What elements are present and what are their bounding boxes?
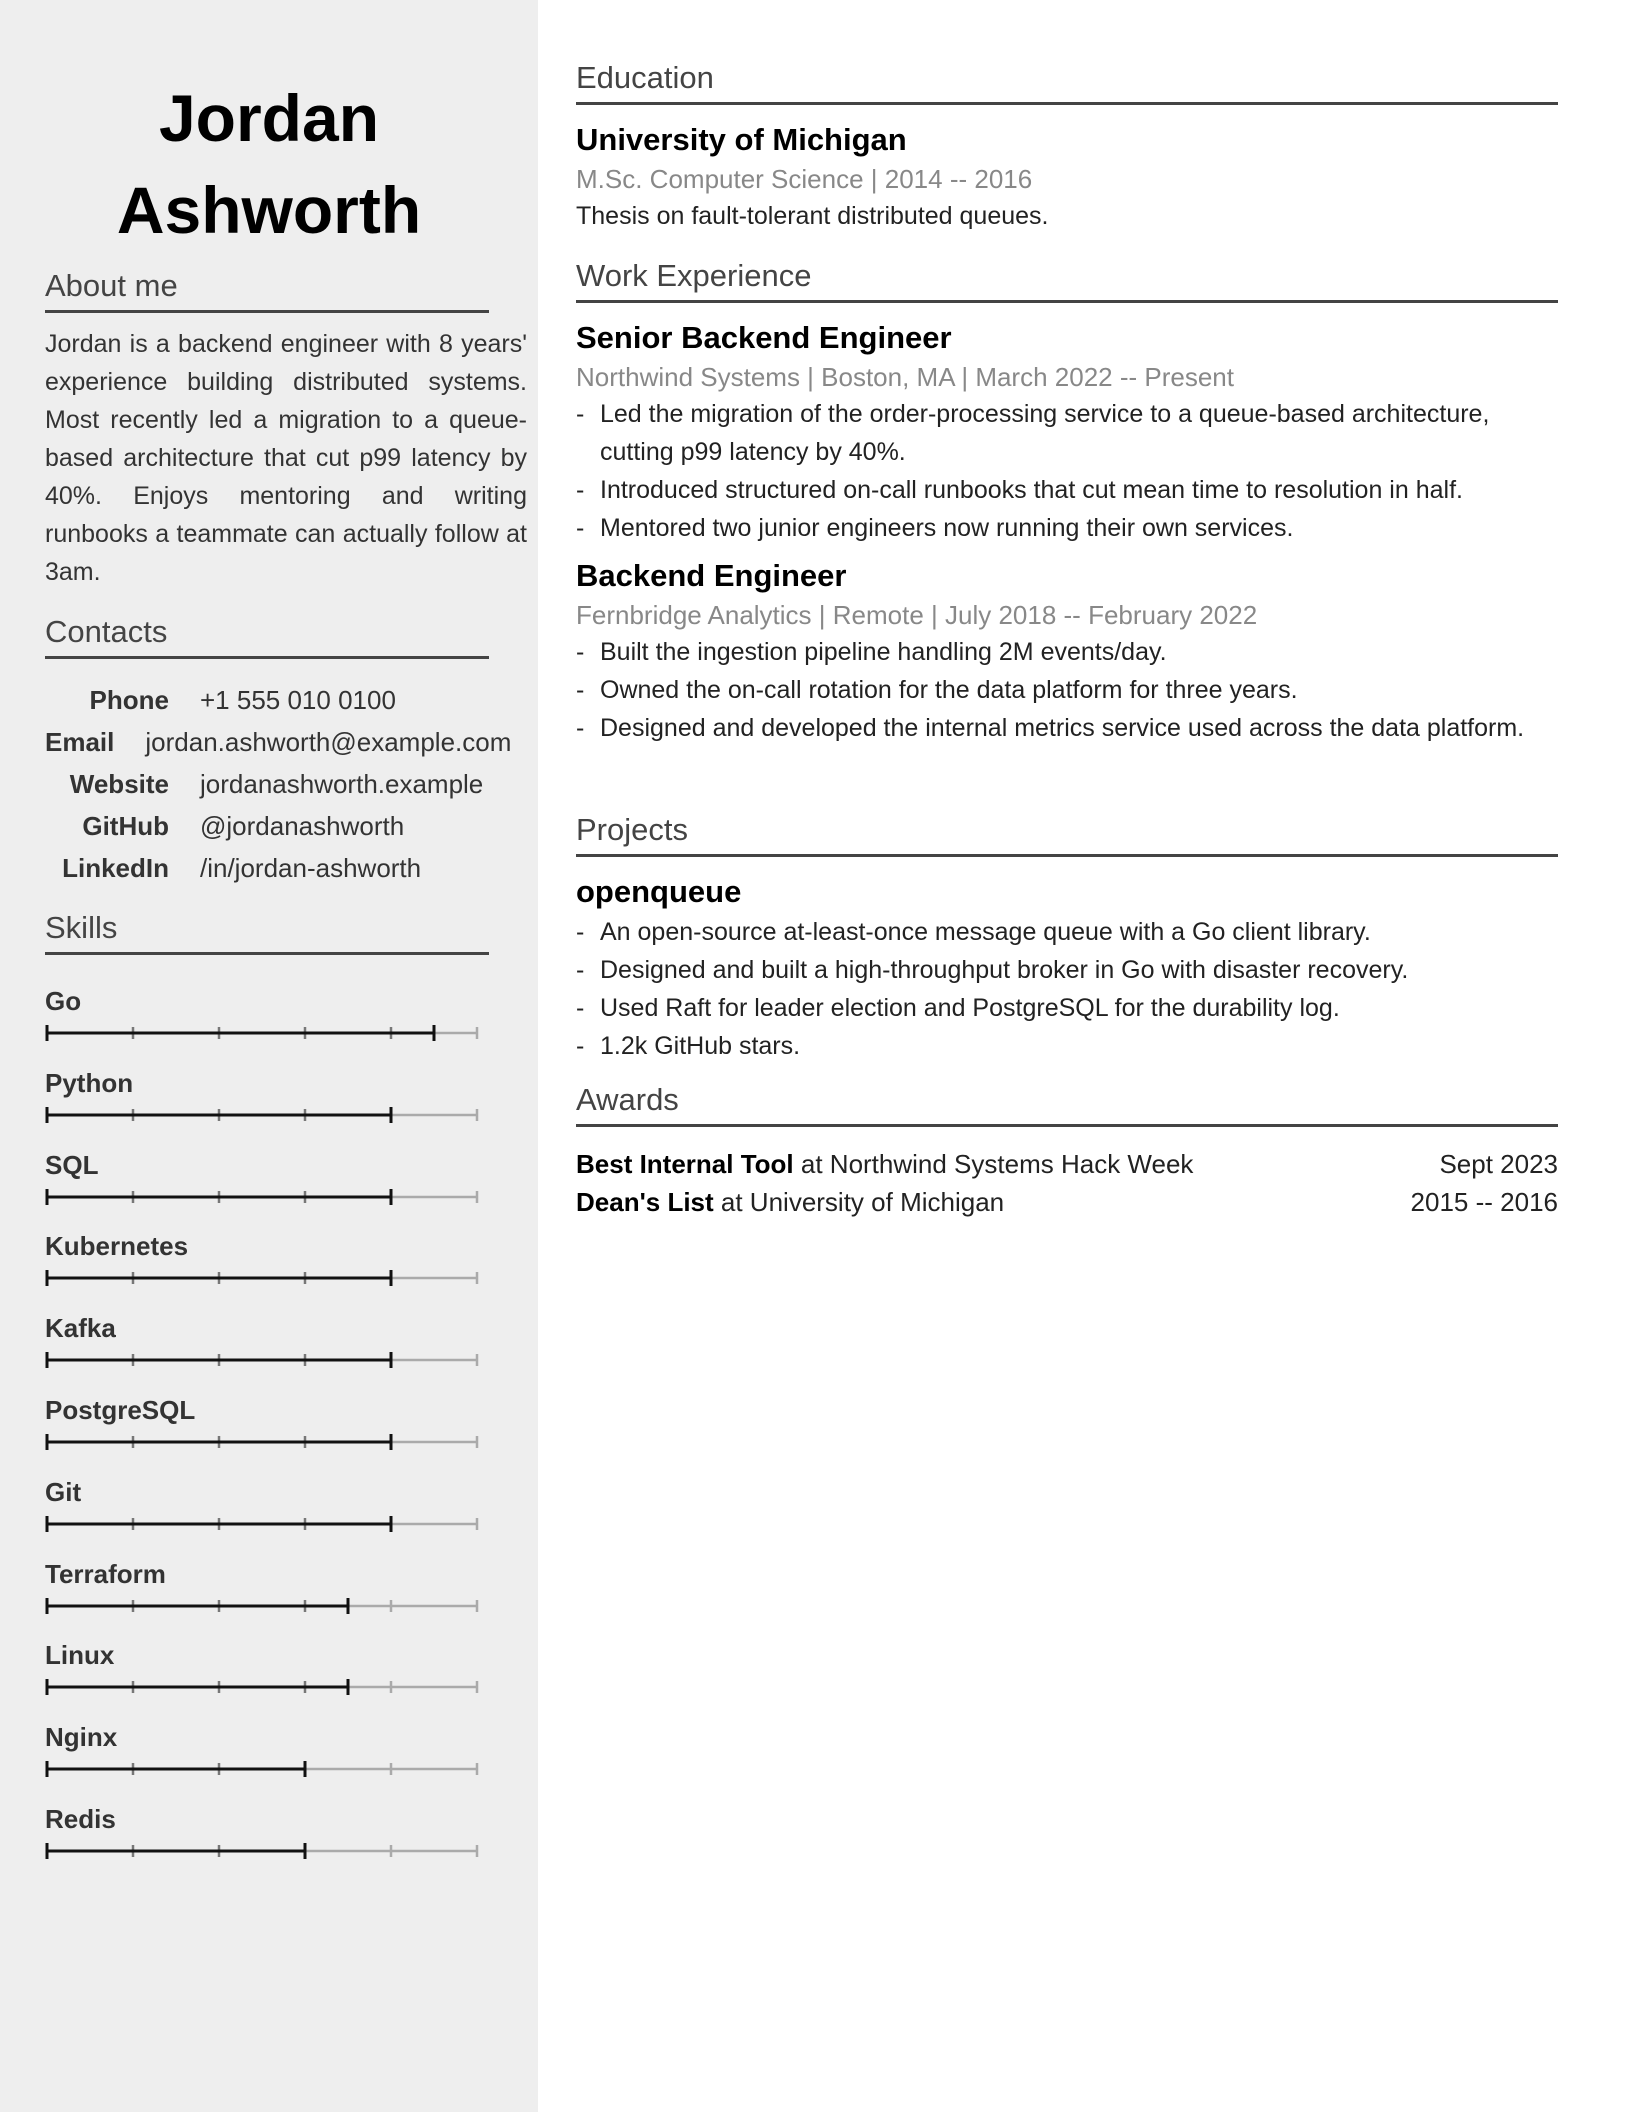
contact-row-linkedin <box>45 847 489 889</box>
about-text: Jordan is a backend engineer with 8 years' experience building distributed systems. Most recently led a migration to a queue-based architecture that cut p99 latency by 40%. Enjoys mentoring and writing runbooks a teammate can actually follow at 3am. <box>45 330 527 586</box>
skill-item <box>45 1638 485 1698</box>
about-title: About me <box>45 266 489 313</box>
skill-name: PostgreSQL <box>45 1395 196 1425</box>
skill-level-bar <box>45 1349 485 1371</box>
skill-name: Go <box>45 986 82 1016</box>
project-name: openqueue <box>576 874 742 909</box>
person-name <box>0 72 538 256</box>
bullet-item: - Designed and built a high-throughput broker in Go with disaster recovery. <box>576 951 1558 989</box>
skill-level-bar <box>45 1104 485 1126</box>
education-section <box>576 58 1558 235</box>
skill-item <box>45 1557 485 1617</box>
contact-label: Website <box>69 769 169 799</box>
skill-level-bar <box>45 1267 485 1289</box>
skill-item <box>45 1720 485 1780</box>
award-at: at University of Michigan <box>713 1187 1005 1217</box>
projects-title: Projects <box>576 810 1558 857</box>
main-content <box>576 0 1558 2112</box>
skill-name: Linux <box>45 1640 115 1671</box>
award-desc <box>576 1183 1004 1221</box>
skill-name: Redis <box>45 1804 116 1834</box>
job-bullets <box>576 633 1558 747</box>
job-entry <box>576 555 1558 747</box>
bullet-item: - An open-source at-least-once message queue with a Go client library. <box>576 913 1558 951</box>
skill-item <box>45 1311 485 1371</box>
awards-section <box>576 1080 1558 1221</box>
job-meta: Northwind Systems | Boston, MA | March 2022 -- Present <box>576 362 1234 392</box>
award-name: Best Internal Tool <box>576 1149 794 1179</box>
job-entry <box>576 317 1558 547</box>
skill-name: Git <box>45 1476 82 1507</box>
skill-level-bar <box>45 1676 485 1698</box>
skill-item <box>45 1393 485 1453</box>
bullet-item: - Led the migration of the order-processing service to a queue-based architecture, cutting p99 latency by 40%. <box>576 395 1558 471</box>
skill-item <box>45 1066 485 1126</box>
skill-level-bar <box>45 1758 485 1780</box>
skill-item <box>45 984 485 1044</box>
last-name: Ashworth <box>116 173 422 247</box>
contact-row-github <box>45 805 489 847</box>
skill-name: Kubernetes <box>45 1231 189 1262</box>
contact-row-website <box>45 763 489 805</box>
contact-row-email <box>45 721 512 763</box>
work-title: Work Experience <box>576 256 1558 303</box>
skill-level-bar <box>45 1513 485 1535</box>
bullet-item: - Introduced structured on-call runbooks that cut mean time to resolution in half. <box>576 471 1558 509</box>
contact-label: GitHub <box>82 811 169 841</box>
bullet-item: - Built the ingestion pipeline handling 2M events/day. <box>576 633 1558 671</box>
contacts-list <box>45 679 512 889</box>
job-title: Senior Backend Engineer <box>576 320 952 355</box>
skills-section <box>45 908 489 955</box>
sidebar <box>0 0 538 2112</box>
skill-item <box>45 1802 485 1862</box>
skill-level-bar <box>45 1595 485 1617</box>
bullet-item: - Used Raft for leader election and PostgreSQL for the durability log. <box>576 989 1558 1027</box>
award-desc <box>576 1145 1193 1183</box>
bullet-item: - 1.2k GitHub stars. <box>576 1027 1558 1065</box>
projects-section <box>576 810 1558 1065</box>
award-at: at Northwind Systems Hack Week <box>793 1149 1194 1179</box>
award-name: Dean's List <box>576 1187 714 1217</box>
award-date: 2015 -- 2016 <box>1410 1187 1558 1217</box>
skill-item <box>45 1475 485 1535</box>
skill-level-bar <box>45 1431 485 1453</box>
contact-label: LinkedIn <box>62 853 169 883</box>
contacts-section <box>45 612 512 889</box>
skills-title: Skills <box>45 908 489 955</box>
skill-level-bar <box>45 1186 485 1208</box>
first-name: Jordan <box>158 81 380 155</box>
skill-name: Nginx <box>45 1722 118 1753</box>
skill-item <box>45 1148 485 1208</box>
skill-level-bar <box>45 1022 485 1044</box>
skill-name: Python <box>45 1067 134 1098</box>
skill-name: Kafka <box>45 1313 116 1344</box>
job-meta: Fernbridge Analytics | Remote | July 2018 -- February 2022 <box>576 600 1258 630</box>
contact-row-phone <box>45 679 489 721</box>
degree-meta: M.Sc. Computer Science | 2014 -- 2016 <box>576 164 1033 194</box>
school-name: University of Michigan <box>576 122 907 157</box>
project-bullets <box>576 913 1558 1065</box>
about-section <box>45 266 527 591</box>
awards-title: Awards <box>576 1080 1558 1127</box>
work-section <box>576 256 1558 747</box>
phone-value[interactable]: +1 555 010 0100 <box>200 685 396 715</box>
linkedin-link[interactable]: /in/jordan-ashworth <box>200 853 422 883</box>
skill-item <box>45 1229 485 1289</box>
job-title: Backend Engineer <box>576 558 847 593</box>
award-date: Sept 2023 <box>1439 1149 1558 1179</box>
contact-label: Phone <box>89 685 169 715</box>
job-bullets <box>576 395 1558 547</box>
bullet-item: - Mentored two junior engineers now running their own services. <box>576 509 1558 547</box>
email-link[interactable]: jordan.ashworth@example.com <box>145 727 512 757</box>
contact-label: Email <box>45 727 115 757</box>
skill-name: SQL <box>45 1149 99 1180</box>
education-title: Education <box>576 58 1558 105</box>
github-link[interactable]: @jordanashworth <box>200 811 405 841</box>
contacts-title: Contacts <box>45 612 489 659</box>
skill-name: Terraform <box>45 1558 166 1589</box>
award-row <box>576 1145 1558 1183</box>
award-row <box>576 1183 1558 1221</box>
website-link[interactable]: jordanashworth.example <box>200 769 484 799</box>
skill-level-bar <box>45 1840 485 1862</box>
bullet-item: - Owned the on-call rotation for the data platform for three years. <box>576 671 1558 709</box>
thesis-text: Thesis on fault-tolerant distributed queues. <box>576 202 1049 230</box>
bullet-item: - Designed and developed the internal metrics service used across the data platform. <box>576 709 1558 747</box>
